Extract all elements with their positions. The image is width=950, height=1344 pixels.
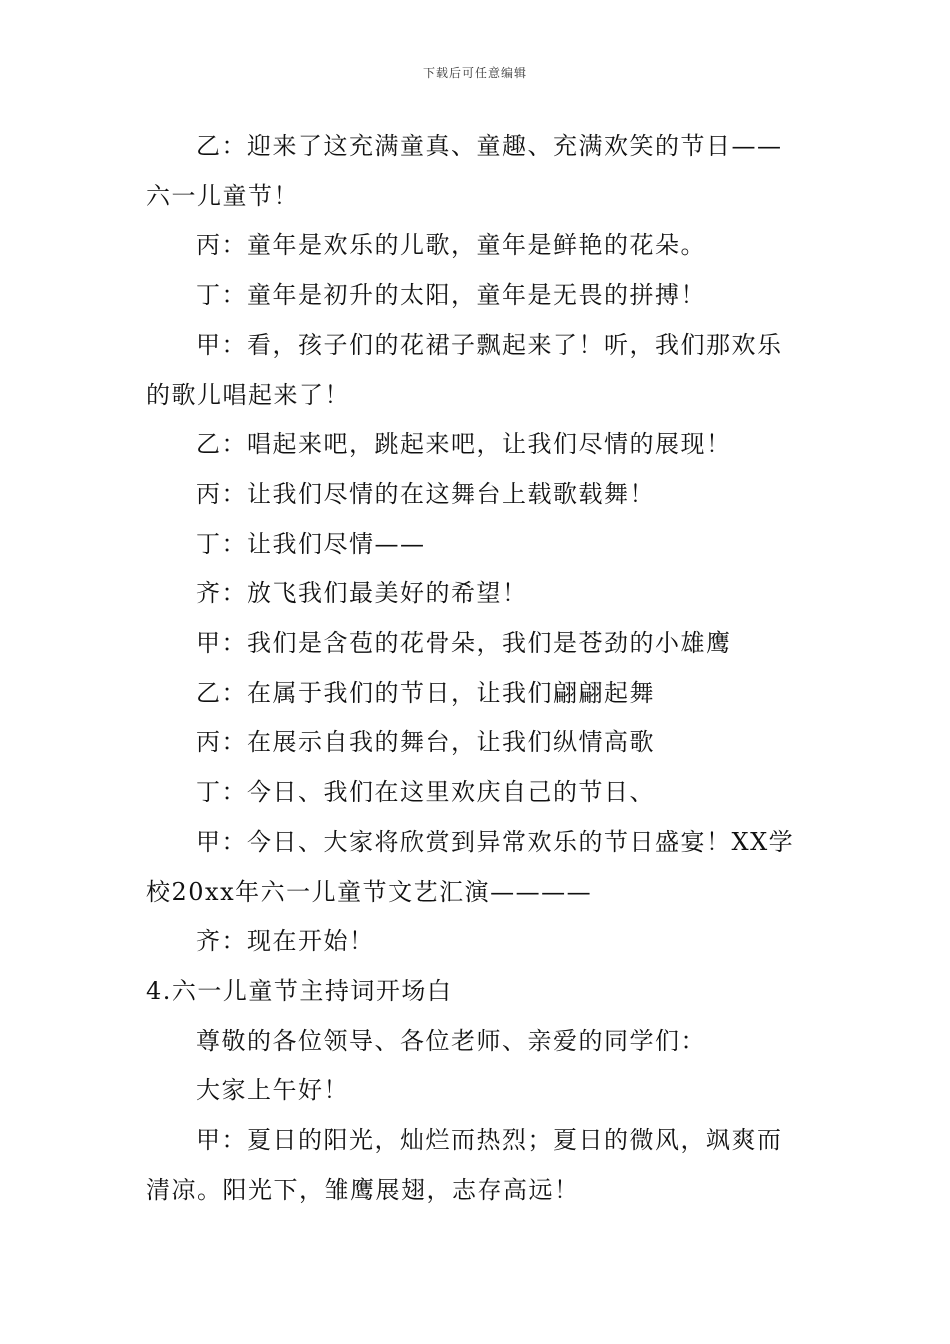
dialogue-line: 丙：童年是欢乐的儿歌，童年是鲜艳的花朵。 — [196, 231, 706, 260]
dialogue-line: 乙：在属于我们的节日，让我们翩翩起舞 — [196, 678, 655, 707]
dialogue-line: 丙：在展示自我的舞台，让我们纵情高歌 — [196, 728, 655, 757]
dialogue-line: 齐：放飞我们最美好的希望！ — [196, 579, 528, 608]
dialogue-line: 甲：夏日的阳光，灿烂而热烈；夏日的微风，飒爽而 — [196, 1126, 783, 1155]
greeting-line: 大家上午好！ — [196, 1076, 349, 1105]
dialogue-line: 甲：我们是含苞的花骨朵，我们是苍劲的小雄鹰 — [196, 629, 732, 658]
dialogue-line: 六一儿童节！ — [146, 181, 299, 210]
salutation-line: 尊敬的各位领导、各位老师、亲爱的同学们： — [196, 1026, 706, 1055]
dialogue-line: 乙：迎来了这充满童真、童趣、充满欢笑的节日—— — [196, 132, 783, 160]
dialogue-line: 甲：今日、大家将欣赏到异常欢乐的节日盛宴！XX学 — [196, 827, 795, 856]
dialogue-line: 丙：让我们尽情的在这舞台上载歌载舞！ — [196, 479, 655, 508]
dialogue-line: 清凉。阳光下，雏鹰展翅，志存高远！ — [146, 1175, 580, 1204]
dialogue-line: 乙：唱起来吧，跳起来吧，让我们尽情的展现！ — [196, 430, 732, 459]
page-header: 下载后可任意编辑 — [422, 66, 527, 80]
document-body — [146, 122, 808, 1215]
section-heading: 4.六一儿童节主持词开场白 — [146, 976, 453, 1005]
dialogue-line: 的歌儿唱起来了！ — [146, 380, 350, 409]
dialogue-line: 丁：让我们尽情—— — [196, 529, 426, 558]
dialogue-line: 甲：看，孩子们的花裙子飘起来了！听，我们那欢乐 — [196, 330, 783, 359]
dialogue-line: 丁：今日、我们在这里欢庆自己的节日、 — [196, 778, 655, 807]
dialogue-line: 齐：现在开始！ — [196, 927, 375, 956]
dialogue-line: 丁：童年是初升的太阳，童年是无畏的拼搏！ — [196, 281, 706, 310]
dialogue-line: 校20xx年六一儿童节文艺汇演———— — [146, 877, 593, 906]
